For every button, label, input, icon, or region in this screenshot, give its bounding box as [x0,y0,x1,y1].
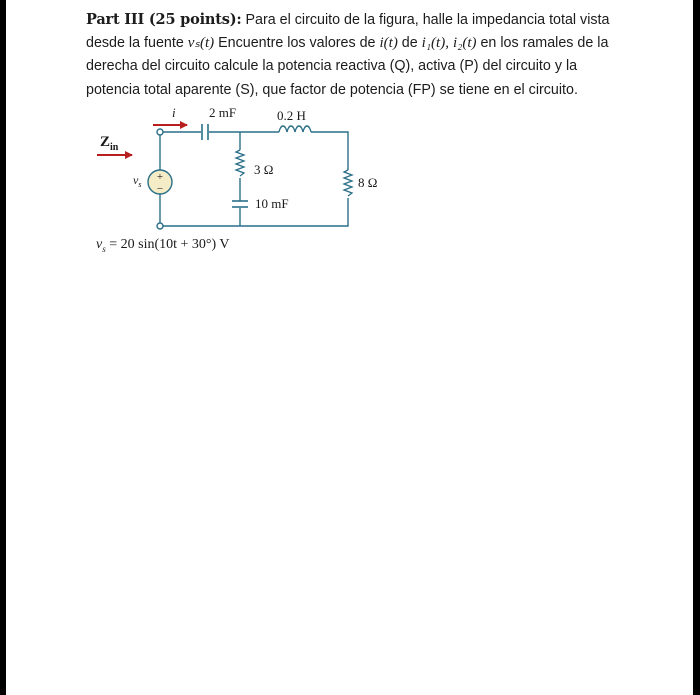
resistor-8ohm-label: 8 Ω [358,175,378,190]
circuit-wires [160,132,348,226]
capacitor-10mf-symbol [232,201,248,207]
source-equation [96,237,230,254]
right-frame-border [693,0,700,695]
inductor-label: 0.2 H [277,108,306,123]
resistor-3ohm-label: 3 Ω [254,162,274,177]
circuit-diagram [80,100,380,300]
bottom-wire [160,198,348,226]
source-eq-sub: s [102,243,106,254]
current-label: i [172,105,176,120]
problem-text-2: Encuentre los valores de [214,35,380,52]
zin-label: $Z_{in}$ [100,134,119,153]
capacitor-2mf-symbol [202,124,208,140]
top-wire-right [311,132,348,170]
capacitor-10mf-label: 10 mF [255,196,289,211]
terminal-top [157,129,163,135]
math-i2-t: i₂(t) [452,35,477,52]
source-eq-v: v [96,237,103,252]
resistor-8ohm-symbol [344,170,352,196]
problem-heading: Part III (25 points): [86,11,242,28]
inductor-symbol [279,126,311,132]
problem-text-4: en los ramales de la derecha del circuito calcule la potencia reactiva (Q), activa (P) del circuito y la potencia total aparente (S), que factor de potencia (FP) se tiene en el circuito. [86,35,609,98]
source-eq-rest: = 20 sin(10t + 30°) V [105,237,230,252]
math-i1-t: i₁(t), [421,35,449,52]
problem-paragraph [86,8,621,102]
problem-text-1: Para el circuito de la figura, halle la impedancia total vista desde la fuente [86,12,610,52]
left-frame-border [0,0,6,695]
terminal-bottom [157,223,163,229]
capacitor-2mf-label: 2 mF [209,105,237,120]
problem-text-3: de [397,35,422,52]
source-plus-sign: + [156,171,164,183]
math-vs-t: vₛ(t) [187,35,215,52]
math-i-t: i(t) [379,35,398,52]
problem-statement [86,8,621,102]
resistor-3ohm-symbol [236,150,244,176]
source-minus-sign: − [156,183,164,195]
source-label: $v_s$ [133,173,142,189]
